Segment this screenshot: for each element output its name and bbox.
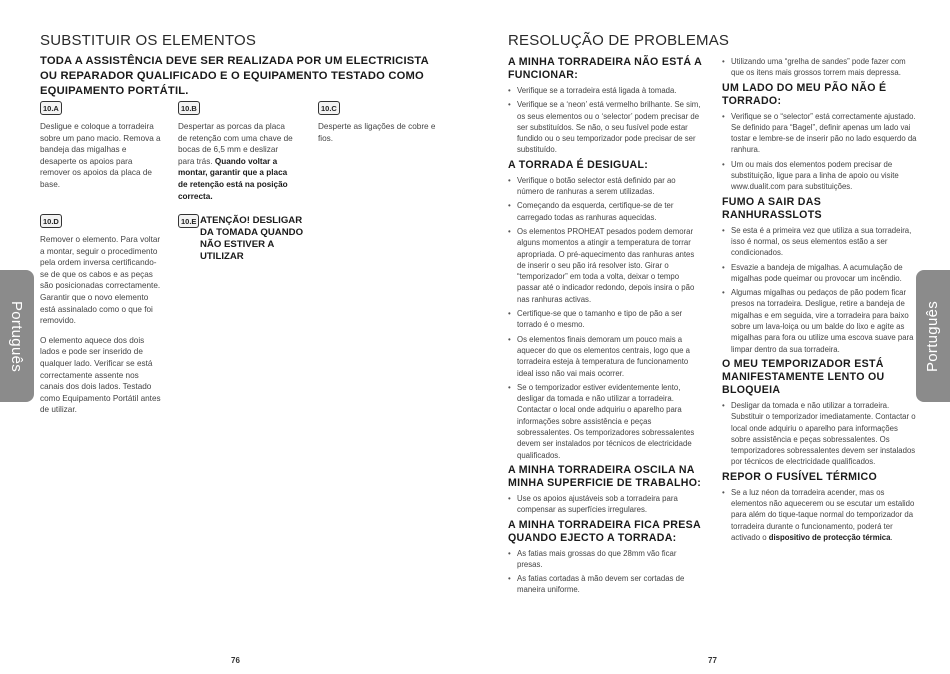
list-item-text: Se esta é a primeira vez que utiliza a sua torradeira, isso é normal, os seus elementos estão a ser condicionados. [731, 225, 912, 258]
list-item [722, 400, 918, 468]
list-item-text: As fatias mais grossas do que 28mm vão ficar presas. [517, 548, 677, 569]
list-item-text: Verifique se a ‘neon’ está vermelho brilhante. Se sim, os seus elementos ou o ‘selector’ podem precisar de ser substituídos. Se não, o seu fusível pode estar fundido ou o seu temporizador pode precisar de ser substituído. [517, 100, 701, 155]
list-item-text: Verifique se a torradeira está ligada à tomada. [517, 86, 677, 95]
service-warning: TODA A ASSISTÊNCIA DEVE SER REALIZADA POR UM ELECTRICISTA OU REPARADOR QUALIFICADO E O EQUIPAMENTO TESTADO COMO EQUIPAMENTO PORTÁTIL. [40, 55, 429, 97]
step-text-10b: Despertar as porcas da placa de retenção com uma chave de bocas de 6,5 mm e deslizar para trás. [178, 122, 293, 166]
step-label-10b: 10.B [178, 101, 200, 115]
list-item [722, 159, 918, 193]
section-list [722, 111, 918, 193]
section-heading: REPOR O FUSÍVEL TÉRMICO [722, 470, 878, 483]
section-heading: A MINHA TORRADEIRA OSCILA NA MINHA SUPERFICIE DE TRABALHO: [508, 463, 702, 489]
list-item [508, 548, 704, 571]
list-item-text: Esvazie a bandeja de migalhas. A acumulação de migalhas pode queimar ou provocar um incêndio. [731, 262, 903, 283]
list-item [508, 334, 704, 379]
list-item-text: Desligar da tomada e não utilizar a torradeira. Substituir o temporizador imediatamente. Contactar o local onde adquiriu o aparelho para informações sobre assistência e peças sobressalentes. Os temporizadores sobressalentes devem ser instalados por técnicos de electricidade qualificados. [731, 400, 916, 467]
language-tab-left-label: Português [8, 300, 26, 372]
list-item [508, 308, 704, 331]
list-item-text: Verifique o botão selector está definido par ao número de ranhuras a serem utilizadas. [517, 175, 676, 197]
step-10b [178, 101, 296, 210]
list-item-text: Verifique se o “selector” está correctamente ajustado. Se definido para “Bagel”, definir apenas um lado vai tostar e lembre-se de inserir pão no lado esquerdo da ranhura. [731, 111, 917, 155]
step-label-10e: 10.E [178, 214, 199, 228]
language-tab-right-label: Português [924, 300, 942, 372]
list-item-text: Se a luz néon da torradeira acender, mas os elementos não aquecerem ou se escutar um estalido para além do tique-taque normal do temporizador da torradeira durante o funcionamento, poderá ter activado o [731, 487, 915, 542]
section-list [508, 175, 704, 461]
step-bold-10b: Quando voltar a montar, garantir que a placa de retenção está na posição correcta. [178, 156, 288, 201]
step-label-10d: 10.D [40, 214, 62, 228]
right-section-title: RESOLUÇÃO DE PROBLEMAS [508, 32, 730, 49]
list-item [508, 226, 704, 305]
section-heading: A TORRADA É DESIGUAL: [508, 158, 649, 171]
step-text-10d-p1: Remover o elemento. Para voltar a montar, seguir o procedimento pela ordem inversa certificando-se de que os cabos e as peças são posicionadas correctamente. Garantir que o novo elemento está assinalado como o que foi removido. [40, 235, 161, 326]
list-item [722, 287, 918, 355]
list-item-text: Algumas migalhas ou pedaços de pão podem ficar presos na torradeira. Desligue, retire a bandeja de migalhas e em seguida, vire a torradeira para baixo sobre um lava-loiça ou um balde do lixo e agite as migalhas para fora ou utilize uma escova suave para limpar dentro da sua torradeira. [731, 288, 914, 354]
list-item [508, 382, 704, 461]
troubleshoot-column-2 [722, 56, 918, 546]
list-item [508, 85, 704, 96]
list-item [722, 225, 918, 259]
language-tab-right [916, 270, 950, 402]
list-item [508, 493, 704, 516]
section-heading: O MEU TEMPORIZADOR ESTÁ MANIFESTAMENTE LENTO OU BLOQUEIA [722, 357, 885, 396]
section-list [508, 548, 704, 596]
list-item-text: Os elementos finais demoram um pouco mais a aquecer do que os elementos centrais, logo que a torradeira esteja à temperatura de funcionamento ideal isso não vai mais ocorrer. [517, 334, 690, 378]
step-label-10c: 10.C [318, 101, 340, 115]
list-item [508, 99, 704, 155]
right-page [475, 0, 950, 674]
section-heading: FUMO A SAIR DAS RANHURASSLOTS [722, 195, 822, 221]
list-item [508, 573, 704, 596]
left-section-title: SUBSTITUIR OS ELEMENTOS [40, 32, 257, 49]
section-list [722, 400, 918, 468]
step-10e [178, 214, 198, 234]
section-heading: UM LADO DO MEU PÃO NÃO É TORRADO: [722, 81, 887, 107]
list-item-text: Um ou mais dos elementos podem precisar de substituição, ligue para a linha de apoio ou visite www.dualit.com para substituições. [731, 159, 899, 192]
section-heading: A MINHA TORRADEIRA FICA PRESA QUANDO EJECTO A TORRADA: [508, 518, 701, 544]
step-text-10c: Desperte as ligações de cobre e fios. [318, 122, 436, 143]
list-item-bold: dispositivo de protecção térmica [768, 532, 891, 542]
page-number-left: 76 [231, 656, 240, 665]
section-list [722, 225, 918, 355]
step-10d [40, 214, 162, 424]
step-text-10a: Desligue e coloque a torradeira sobre um pano macio. Remova a bandeja das migalhas e desaperte os apoios para remover os apoios da placa de base. [40, 122, 161, 189]
list-item [722, 111, 918, 156]
list-item: • Se a luz néon da torradeira acender, mas os elementos não aquecerem ou se escutar um estalido para além do tique-taque normal do temporizador da torradeira durante o funcionamento, poderá ter activado o dispositivo de protecção térmica. [722, 487, 918, 543]
step-label-10a: 10.A [40, 101, 62, 115]
list-item-text: Use os apoios ajustáveis sob a torradeira para compensar as superfícies irregulares. [517, 493, 678, 515]
language-tab-left [0, 270, 34, 402]
list-item-text: As fatias cortadas à mão devem ser cortadas de maneira uniforme. [517, 574, 685, 595]
step-10a [40, 101, 162, 199]
list-item: • Utilizando uma “grelha de sandes” pode fazer com que os itens mais grossos torrem mais depressa. [722, 56, 918, 79]
list-item [508, 200, 704, 223]
section-list [722, 487, 918, 543]
attention-warning: ATENÇÃO! DESLIGAR DA TOMADA QUANDO NÃO ESTIVER A UTILIZAR [200, 215, 304, 262]
list-item [508, 175, 704, 198]
step-10c [318, 101, 440, 152]
step-text-10d-p2: O elemento aquece dos dois lados e pode ser inserido de qualquer lado. Verificar se está correctamente assente nos canais dos dois lados. Testado como Equipamento Portátil antes de utilizar. [40, 335, 161, 415]
list-item-text: Os elementos PROHEAT pesados podem demorar alguns momentos a atingir a temperatura de torrar apropriada. O pré-aquecimento das ranhuras antes de inserir o seu pão irá resolver isto. Girar o “temporizador” em toda a volta, deixar o tempo passar até o indicador redondo, depois insira o pão nas ranhuras activas. [517, 226, 695, 304]
section-heading: A MINHA TORRADEIRA NÃO ESTÁ A FUNCIONAR: [508, 56, 702, 81]
list-item [722, 262, 918, 285]
page-number-right: 77 [708, 656, 717, 665]
list-item-text: Começando da esquerda, certifique-se de ter carregado todas as ranhuras aquecidas. [517, 201, 674, 222]
section-list [508, 493, 704, 516]
troubleshoot-column-1 [508, 56, 704, 599]
list-item-text: Certifique-se que o tamanho e tipo de pão a ser torrado é o mesmo. [517, 309, 683, 330]
section-list [508, 85, 704, 156]
list-item-text: Se o temporizador estiver evidentemente lento, desligar da tomada e não utilizar a torradeira. Contactar o local onde adquiriu o aparelho para informações sobre assistência e peças sobressalentes. Os temporizadores sobressalentes devem ser instalados por técnicos de electricidade qualificados. [517, 382, 695, 460]
